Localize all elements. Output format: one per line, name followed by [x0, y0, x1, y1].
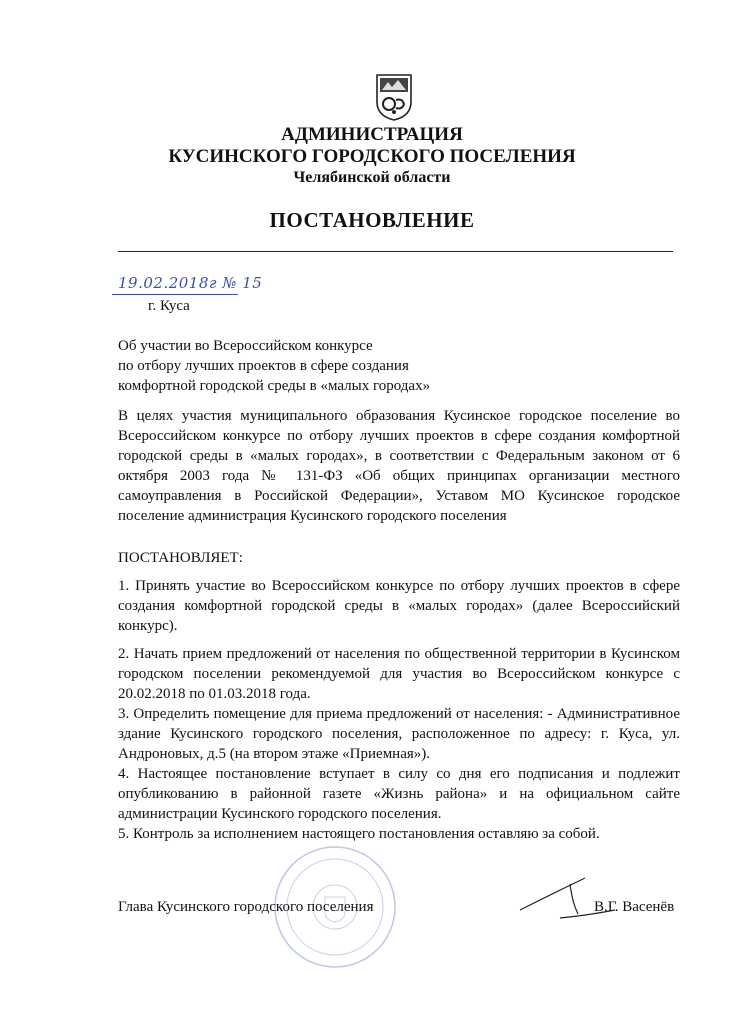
- item-4: 4. Настоящее постановление вступает в силу со дня его подписания и подлежит опубликованию в районной газете «Жизнь района» и на официальном сайте администрации Кусинского городского поселения.: [118, 766, 680, 822]
- item-5: 5. Контроль за исполнением настоящего постановления оставляю за собой.: [118, 826, 600, 842]
- header-region: Челябинской области: [293, 169, 451, 186]
- subject-line: комфортной городской среды в «малых городах»: [118, 378, 431, 394]
- signatory-name: В.Г. Васенёв: [594, 899, 675, 915]
- city-label: г. Куса: [148, 298, 190, 314]
- items-2-5: [118, 644, 680, 844]
- preamble-paragraph: В целях участия муниципального образования Кусинское городское поселение во Всероссийском конкурсе по отбору лучших проектов в сфере создания комфортной городской среды в «малых городах», в соответствии с Федеральным законом от 6 октября 2003 года № 131-ФЗ «Об общих принципах организации местного самоуправления в Российской Федерации», Уставом МО Кусинское городское поселение администрация Кусинского городского поселения: [118, 408, 680, 524]
- header-title-line1: АДМИНИСТРАЦИЯ: [281, 124, 463, 145]
- date-underline: [112, 294, 238, 295]
- subject-line: Об участии во Всероссийском конкурсе: [118, 338, 373, 354]
- handwritten-date-number: 19.02.2018г № 15: [118, 274, 263, 292]
- signatory-position: Глава Кусинского городского поселения: [118, 899, 374, 915]
- item-1: 1. Принять участие во Всероссийском конкурсе по отбору лучших проектов в сфере создания комфортной городской среды в «малых городах» (далее Всероссийский конкурс).: [118, 578, 680, 634]
- decree-word: ПОСТАНОВЛЯЕТ:: [118, 550, 243, 566]
- document-type: ПОСТАНОВЛЕНИЕ: [269, 208, 475, 232]
- subject-line: по отбору лучших проектов в сфере создания: [118, 358, 409, 374]
- header-title-line2: КУСИНСКОГО ГОРОДСКОГО ПОСЕЛЕНИЯ: [168, 146, 576, 167]
- item-2: 2. Начать прием предложений от населения по общественной территории в Кусинском городском поселении рекомендуемой для участия во Всероссийском конкурсе с 20.02.2018 по 01.03.2018 года.: [118, 646, 680, 702]
- document-subject: [118, 336, 430, 396]
- item-3: 3. Определить помещение для приема предложений от населения: - Административное здание Кусинского городского поселения, расположенное по адресу: г. Куса, ул. Андроновых, д.5 (на втором этаже «Приемная»).: [118, 706, 680, 762]
- coat-of-arms-emblem: [374, 72, 414, 122]
- header-divider: [118, 251, 673, 252]
